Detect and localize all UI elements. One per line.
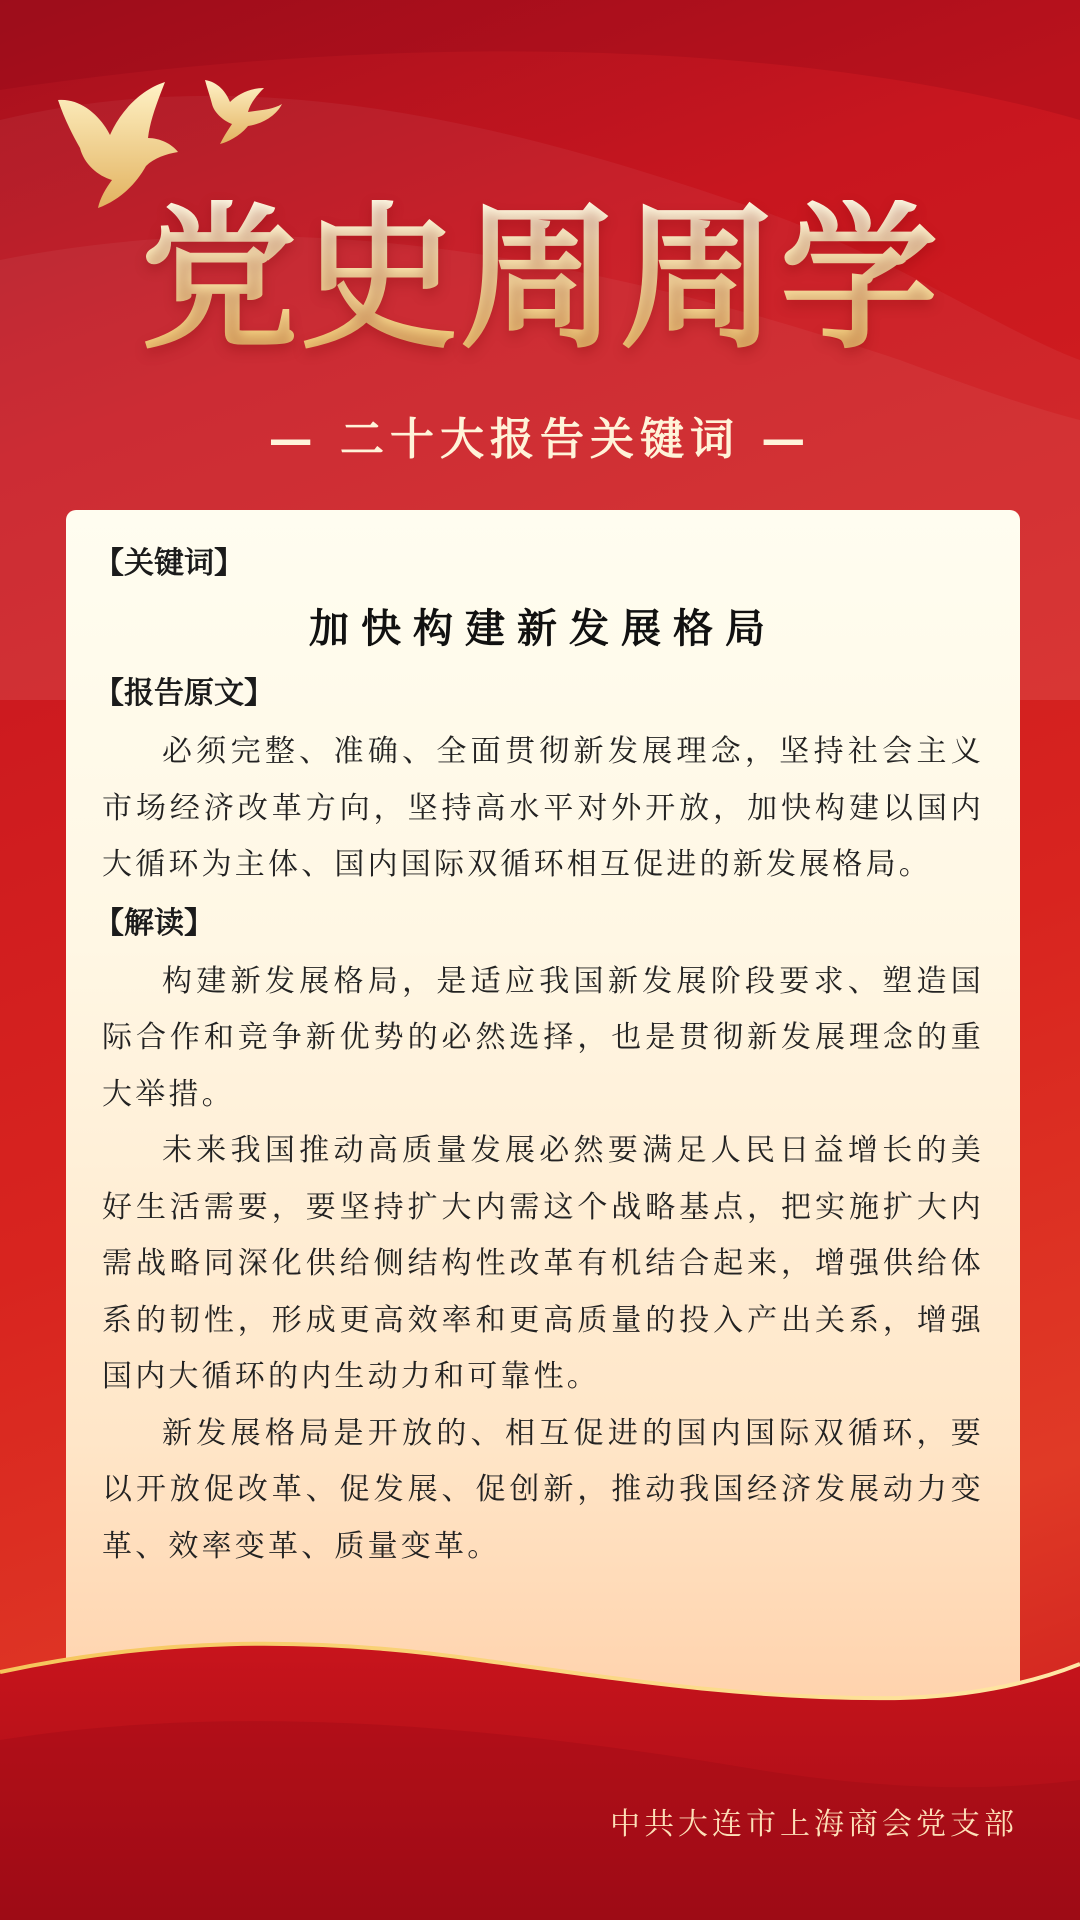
keyword-text: 加快构建新发展格局 (309, 606, 777, 652)
original-text-heading: 【报告原文】 (94, 676, 274, 711)
dove-icon (205, 80, 282, 144)
interpretation-paragraph: 构建新发展格局，是适应我国新发展阶段要求、塑造国际合作和竞争新优势的必然选择，也是贯彻新发展理念的重大举措。 (102, 963, 984, 1112)
poster-subtitle: — 二十大报告关键词 — (268, 414, 812, 465)
content-card (66, 510, 1020, 1750)
interpretation-paragraph: 新发展格局是开放的、相互促进的国内国际双循环，要以开放促改革、促发展、促创新，推动我国经济发展动力变革、效率变革、质量变革。 (102, 1415, 984, 1564)
organization-name: 中共大连市上海商会党支部 (610, 1807, 1018, 1842)
original-text-paragraph: 必须完整、准确、全面贯彻新发展理念，坚持社会主义市场经济改革方向，坚持高水平对外开放，加快构建以国内大循环为主体、国内国际双循环相互促进的新发展格局。 (102, 734, 984, 882)
bottom-wave-decoration (0, 1620, 1080, 1920)
poster-title: 党史周周学 (0, 200, 1080, 358)
keyword-heading: 【关键词】 (94, 546, 244, 581)
card-content (94, 542, 984, 1575)
interpretation-heading: 【解读】 (94, 905, 214, 941)
interpretation-paragraph: 未来我国推动高质量发展必然要满足人民日益增长的美好生活需要，要坚持扩大内需这个战略基点，把实施扩大内需战略同深化供给侧结构性改革有机结合起来，增强供给体系的韧性，形成更高效率和更高质量的投入产出关系，增强国内大循环的内生动力和可靠性。 (102, 1133, 984, 1394)
